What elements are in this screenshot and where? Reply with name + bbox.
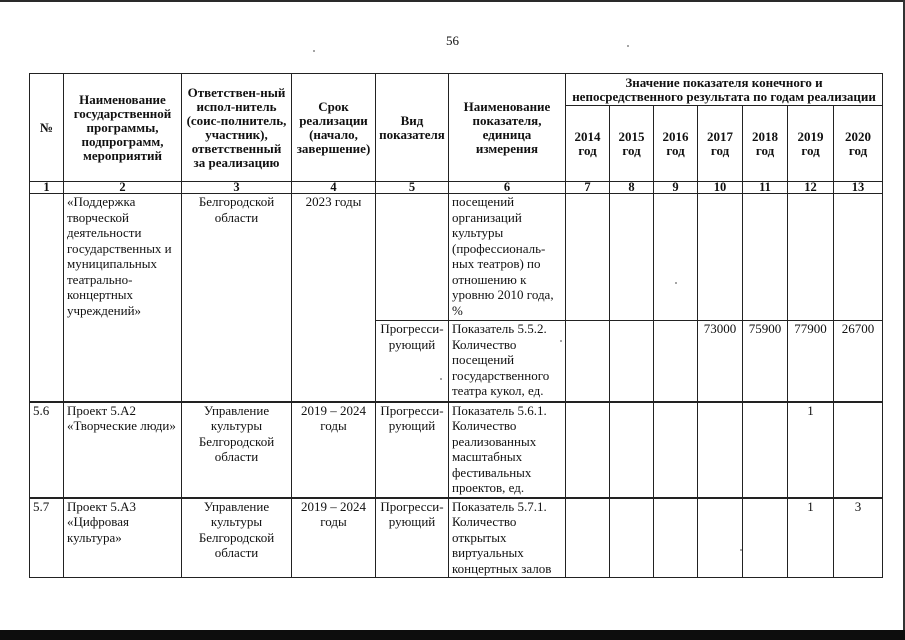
header-year: 2014 год [566,106,610,182]
column-number: 6 [449,182,566,194]
value-cell [610,498,654,578]
value-cell [698,194,743,321]
header-year: 2018 год [743,106,788,182]
header-num: № [30,74,64,182]
program-cell: Проект 5.А3 «Цифровая культура» [64,498,182,578]
value-cell [566,321,610,402]
column-number: 11 [743,182,788,194]
table-row [30,402,883,498]
row-num-cell: 5.7 [30,498,64,578]
scan-edge-bottom [0,630,905,640]
value-cell [654,194,698,321]
header-year: 2017 год [698,106,743,182]
indicator-cell: Показатель 5.7.1. Количество открытых виртуальных концертных залов [449,498,566,578]
header-responsible: Ответствен-ный испол-нитель (соис-полнитель, участник), ответственный за реализацию [182,74,292,182]
value-cell [610,194,654,321]
header-program: Наименование государственной программы, подпрограмм, мероприятий [64,74,182,182]
value-cell: 73000 [698,321,743,402]
column-number-row [30,182,883,194]
term-cell: 2023 годы [292,194,376,402]
value-cell [743,498,788,578]
header-year: 2015 год [610,106,654,182]
responsible-cell: Управление культуры Белгородской области [182,498,292,578]
header-year: 2020 год [834,106,883,182]
indicator-table [29,73,883,578]
value-cell [834,194,883,321]
term-cell: 2019 – 2024 годы [292,402,376,498]
scan-edge-top [0,0,905,2]
column-number: 1 [30,182,64,194]
indicator-cell: Показатель 5.6.1. Количество реализованных масштабных фестивальных проектов, ед. [449,402,566,498]
value-cell [834,402,883,498]
row-num-cell [30,194,64,402]
kind-cell: Прогресси-рующий [376,321,449,402]
value-cell: 75900 [743,321,788,402]
column-number: 2 [64,182,182,194]
value-cell [698,498,743,578]
column-number: 13 [834,182,883,194]
responsible-cell: Управление культуры Белгородской области [182,402,292,498]
value-cell: 1 [788,498,834,578]
value-cell [788,194,834,321]
page-number: 56 [446,33,459,48]
header-years-group: Значение показателя конечного и непосредственного результата по годам реализации [566,74,883,106]
term-cell: 2019 – 2024 годы [292,498,376,578]
kind-cell: Прогресси-рующий [376,402,449,498]
header-kind: Вид показателя [376,74,449,182]
kind-cell [376,194,449,321]
program-cell: Проект 5.А2 «Творческие люди» [64,402,182,498]
table-row [30,498,883,578]
value-cell [566,194,610,321]
responsible-cell: Белгородской области [182,194,292,402]
scan-speck [627,45,629,47]
indicator-cell: посещений организаций культуры (профессиональ-ных театров) по отношению к уровню 2010 года, % [449,194,566,321]
value-cell [654,402,698,498]
scan-speck [313,50,315,52]
value-cell [698,402,743,498]
header-term: Срок реализации (начало, завершение) [292,74,376,182]
header-year: 2019 год [788,106,834,182]
value-cell: 26700 [834,321,883,402]
value-cell [743,402,788,498]
value-cell: 3 [834,498,883,578]
column-number: 9 [654,182,698,194]
header-row-1 [30,74,883,106]
program-cell: «Поддержка творческой деятельности государственных и муниципальных театрально-концертных учреждений» [64,194,182,402]
value-cell: 1 [788,402,834,498]
column-number: 5 [376,182,449,194]
value-cell [743,194,788,321]
value-cell [654,321,698,402]
value-cell [610,321,654,402]
value-cell [566,402,610,498]
header-year: 2016 год [654,106,698,182]
column-number: 3 [182,182,292,194]
kind-cell: Прогресси-рующий [376,498,449,578]
value-cell [654,498,698,578]
column-number: 8 [610,182,654,194]
header-indicator: Наименование показателя, единица измерения [449,74,566,182]
indicator-cell: Показатель 5.5.2. Количество посещений государственного театра кукол, ед. [449,321,566,402]
value-cell: 77900 [788,321,834,402]
column-number: 7 [566,182,610,194]
column-number: 4 [292,182,376,194]
row-num-cell: 5.6 [30,402,64,498]
value-cell [610,402,654,498]
column-number: 12 [788,182,834,194]
value-cell [566,498,610,578]
column-number: 10 [698,182,743,194]
table-row [30,194,883,321]
